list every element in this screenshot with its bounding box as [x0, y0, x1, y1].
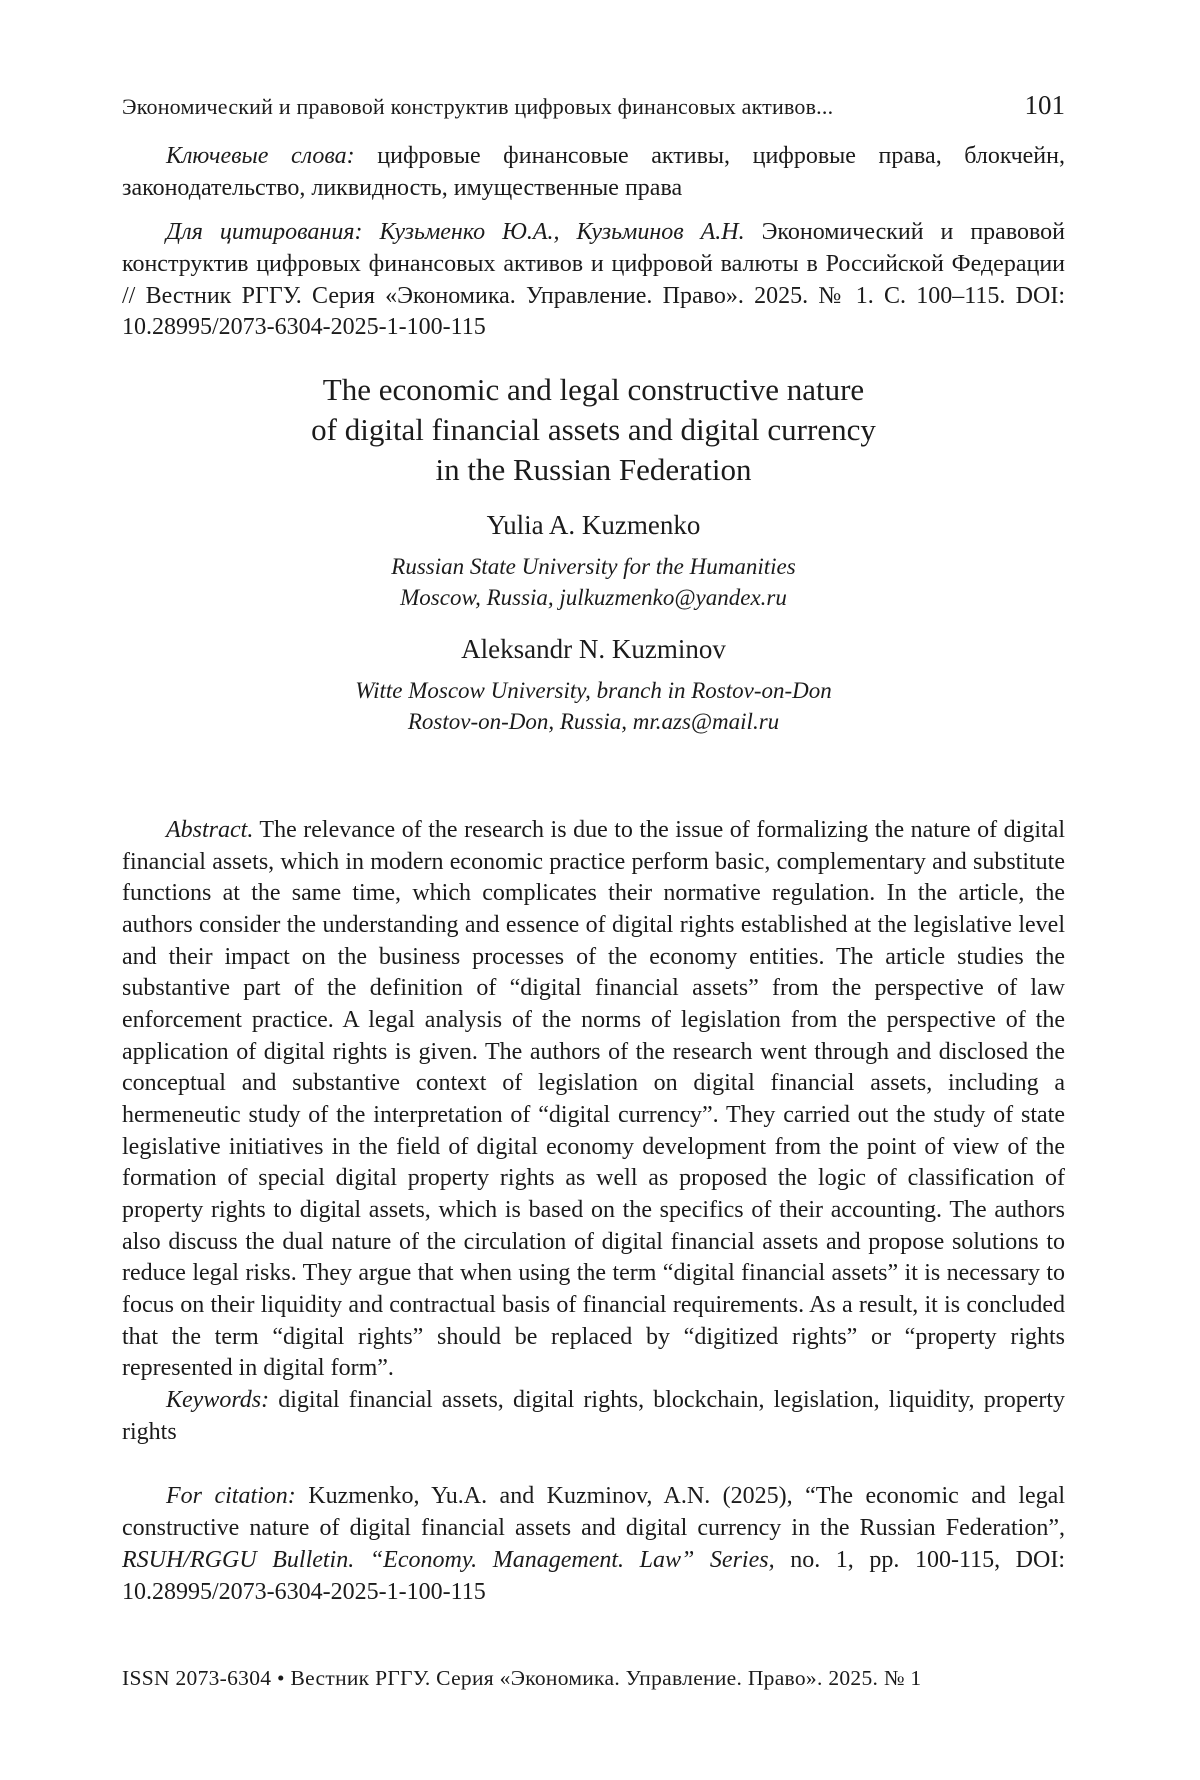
- citation-text-en-part2: no. 1, pp. 100-115, DOI: 10.28995/2073-6304-2025-1-100-115: [122, 1546, 1066, 1605]
- citation-label-ru: Для цитирования:: [166, 219, 363, 246]
- abstract-label: Abstract.: [166, 817, 254, 844]
- affiliation-institution: Russian State University for the Humanities: [391, 553, 796, 579]
- article-title-line: in the Russian Federation: [435, 452, 752, 487]
- author-name: Aleksandr N. Kuzminov: [461, 633, 726, 664]
- journal-footer: ISSN 2073-6304 • Вестник РГГУ. Серия «Экономика. Управление. Право». 2025. № 1: [122, 1666, 922, 1690]
- citation-paragraph-en: [122, 1481, 1065, 1608]
- author-affiliation: [122, 551, 1065, 614]
- keywords-text-ru: цифровые финансовые активы, цифровые права, блокчейн, законодательство, ликвидность, имущественные права: [122, 143, 1065, 201]
- citation-label-en: For citation:: [166, 1483, 296, 1510]
- page-number: 101: [1024, 90, 1065, 120]
- author-affiliation: [122, 675, 1065, 738]
- keywords-text-en: digital financial assets, digital rights, blockchain, legislation, liquidity, property rights: [122, 1387, 1065, 1445]
- author-name: Yulia A. Kuzmenko: [486, 509, 701, 540]
- citation-paragraph-ru: [122, 217, 1065, 344]
- article-title-line: The economic and legal constructive nature: [322, 372, 865, 408]
- citation-text-en-part1: Kuzmenko, Yu.A. and Kuzminov, A.N. (2025), “The economic and legal constructive nature of digital financial assets and digital currency in the Russian Federation”,: [122, 1483, 1065, 1542]
- article-title: [122, 370, 1065, 490]
- running-head-title: Экономический и правовой конструктив цифровых финансовых активов...: [122, 94, 834, 119]
- article-title-line: of digital financial assets and digital currency: [311, 412, 876, 448]
- keywords-paragraph-en: [122, 1385, 1065, 1448]
- author-block-1: [122, 510, 1065, 614]
- citation-authors-ru: Кузьменко Ю.А., Кузьминов А.Н.: [379, 219, 745, 246]
- abstract-section: [122, 815, 1065, 1608]
- affiliation-location-email: Moscow, Russia, julkuzmenko@yandex.ru: [400, 585, 787, 611]
- keywords-label-ru: Ключевые слова:: [166, 143, 355, 169]
- abstract-paragraph: [122, 815, 1065, 1385]
- running-head: [122, 90, 1065, 121]
- affiliation-location-email: Rostov-on-Don, Russia, mr.azs@mail.ru: [407, 708, 780, 734]
- author-block-2: [122, 634, 1065, 738]
- affiliation-institution: Witte Moscow University, branch in Rostov-on-Don: [355, 677, 832, 703]
- keywords-paragraph-ru: [122, 141, 1065, 204]
- citation-text-ru: Экономический и правовой конструктив цифровых финансовых активов и цифровой валюты в Российской Федерации // Вестник РГГУ. Серия «Экономика. Управление. Право». 2025. № 1. С. 100–115. DOI: 10.28995/2073-6304-2025-1-100-115: [122, 219, 1066, 341]
- abstract-text: The relevance of the research is due to the issue of formalizing the nature of digital financial assets, which in modern economic practice perform basic, complementary and substitute functions at the same time, which complicates their normative regulation. In the article, the authors consider the understanding and essence of digital rights established at the legislative level and their impact on the business processes of the economy entities. The article studies the substantive part of the definition of “digital financial assets” from the perspective of law enforcement practice. A legal analysis of the norms of legislation from the perspective of the application of digital rights is given. The authors of the research went through and disclosed the conceptual and substantive context of legislation on digital financial assets, including a hermeneutic study of the interpretation of “digital currency”. They carried out the study of state legislative initiatives in the field of digital economy development from the point of view of the formation of special digital property rights as well as proposed the logic of classification of property rights to digital assets, which is based on the specifics of their accounting. The authors also discuss the dual nature of the circulation of digital financial assets and propose solutions to reduce legal risks. They argue that when using the term “digital financial assets” it is necessary to focus on their liquidity and contractual basis of financial requirements. As a result, it is concluded that the term “digital rights” should be replaced by “digitized rights” or “property rights represented in digital form”.: [122, 817, 1065, 1382]
- keywords-label-en: Keywords:: [166, 1387, 270, 1414]
- citation-journal-en: RSUH/RGGU Bulletin. “Economy. Management. Law” Series,: [122, 1546, 775, 1573]
